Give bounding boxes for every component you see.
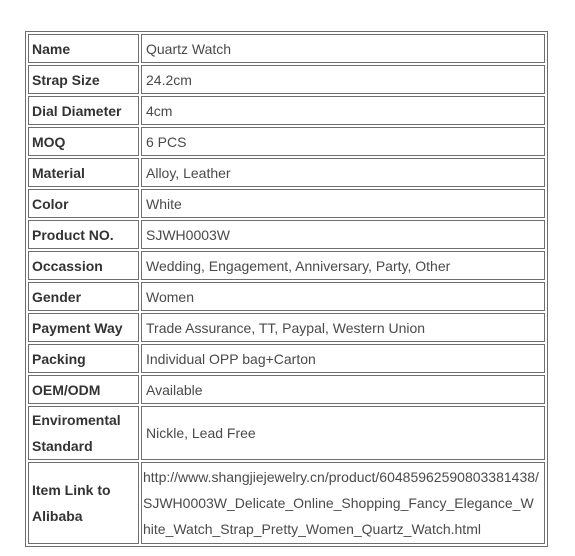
spec-value: Women	[141, 282, 545, 311]
spec-row-strap-size	[28, 65, 545, 94]
spec-label: Item Link to Alibaba	[28, 462, 139, 544]
spec-label: Color	[28, 189, 139, 218]
spec-label: Payment Way	[28, 313, 139, 342]
spec-label: Strap Size	[28, 65, 139, 94]
spec-label: Product NO.	[28, 220, 139, 249]
spec-value: Wedding, Engagement, Anniversary, Party, Other	[141, 251, 545, 280]
spec-value: 24.2cm	[141, 65, 545, 94]
spec-row-dial-diameter	[28, 96, 545, 125]
spec-value: SJWH0003W	[141, 220, 545, 249]
spec-row-product-no	[28, 220, 545, 249]
spec-row-gender	[28, 282, 545, 311]
spec-row-color	[28, 189, 545, 218]
spec-row-moq	[28, 127, 545, 156]
spec-label: Dial Diameter	[28, 96, 139, 125]
spec-row-occassion	[28, 251, 545, 280]
spec-label: Material	[28, 158, 139, 187]
spec-value: 4cm	[141, 96, 545, 125]
spec-value: Trade Assurance, TT, Paypal, Western Union	[141, 313, 545, 342]
spec-label: Occassion	[28, 251, 139, 280]
spec-row-oem-odm	[28, 375, 545, 404]
spec-row-item-link	[28, 462, 545, 544]
spec-label: Enviromental Standard	[28, 406, 139, 460]
spec-value: Available	[141, 375, 545, 404]
item-link-url[interactable]: http://www.shangjiejewelry.cn/product/60485962590803381438/SJWH0003W_Delicate_Online_Shopping_Fancy_Elegance_White_Watch_Strap_Pretty_Women_Quartz_Watch.html	[141, 462, 545, 544]
spec-label: Packing	[28, 344, 139, 373]
spec-value: Quartz Watch	[141, 34, 545, 63]
spec-row-enviromental-standard	[28, 406, 545, 460]
spec-value: Alloy, Leather	[141, 158, 545, 187]
spec-value: White	[141, 189, 545, 218]
spec-value: Individual OPP bag+Carton	[141, 344, 545, 373]
spec-row-payment-way	[28, 313, 545, 342]
spec-row-material	[28, 158, 545, 187]
product-spec-table	[25, 31, 548, 547]
spec-label: OEM/ODM	[28, 375, 139, 404]
spec-value: Nickle, Lead Free	[141, 406, 545, 460]
spec-label: MOQ	[28, 127, 139, 156]
spec-row-packing	[28, 344, 545, 373]
spec-row-name	[28, 34, 545, 63]
spec-value: 6 PCS	[141, 127, 545, 156]
spec-label: Name	[28, 34, 139, 63]
spec-label: Gender	[28, 282, 139, 311]
